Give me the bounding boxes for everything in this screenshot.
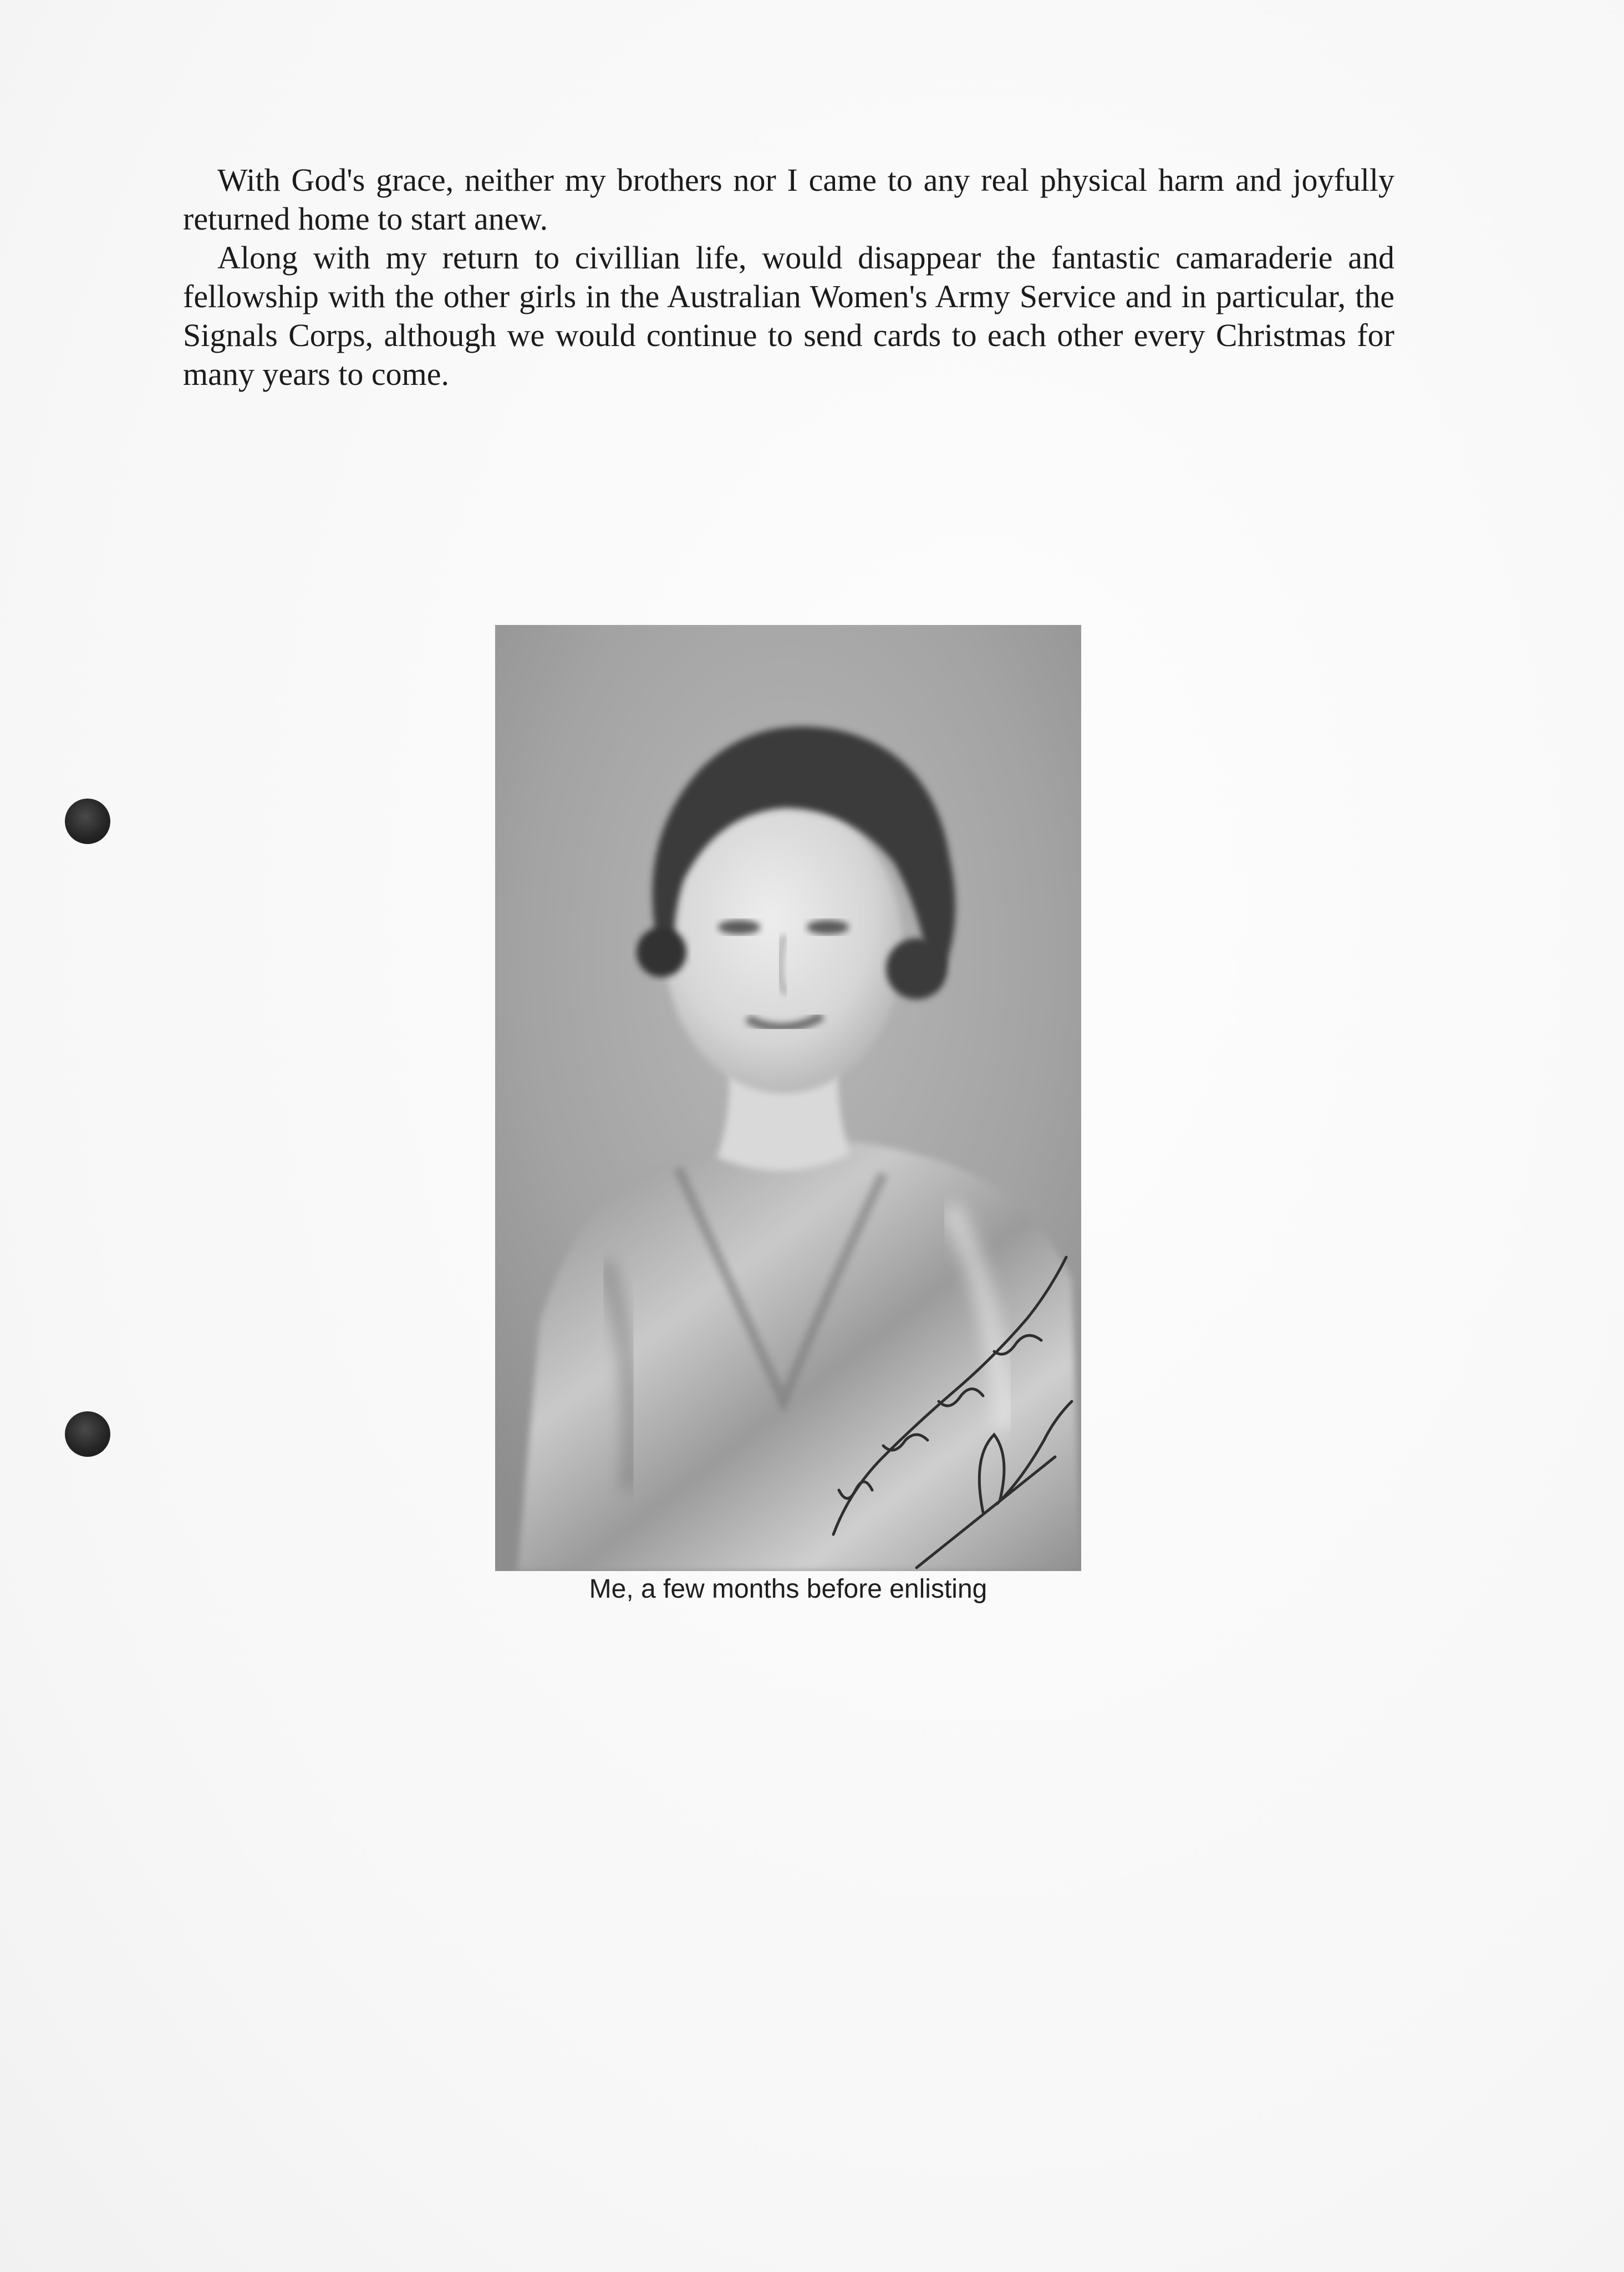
paragraph-2: Along with my return to civillian life, would disappear the fantastic camaraderie and fellowship with the other girls in the Australian Women's Army Service and in particular, the Signals Corps, although we would continue to send cards to each other every Christmas for many years to come. (183, 240, 1394, 392)
punch-hole-top (65, 799, 110, 844)
photo-caption: Me, a few months before enlisting (589, 1574, 987, 1604)
body-text (183, 161, 1394, 394)
portrait-photo (495, 625, 1081, 1571)
paragraph-1: With God's grace, neither my brothers nor I came to any real physical harm and joyfully returned home to start anew. (183, 162, 1394, 237)
punch-hole-bottom (65, 1411, 110, 1457)
